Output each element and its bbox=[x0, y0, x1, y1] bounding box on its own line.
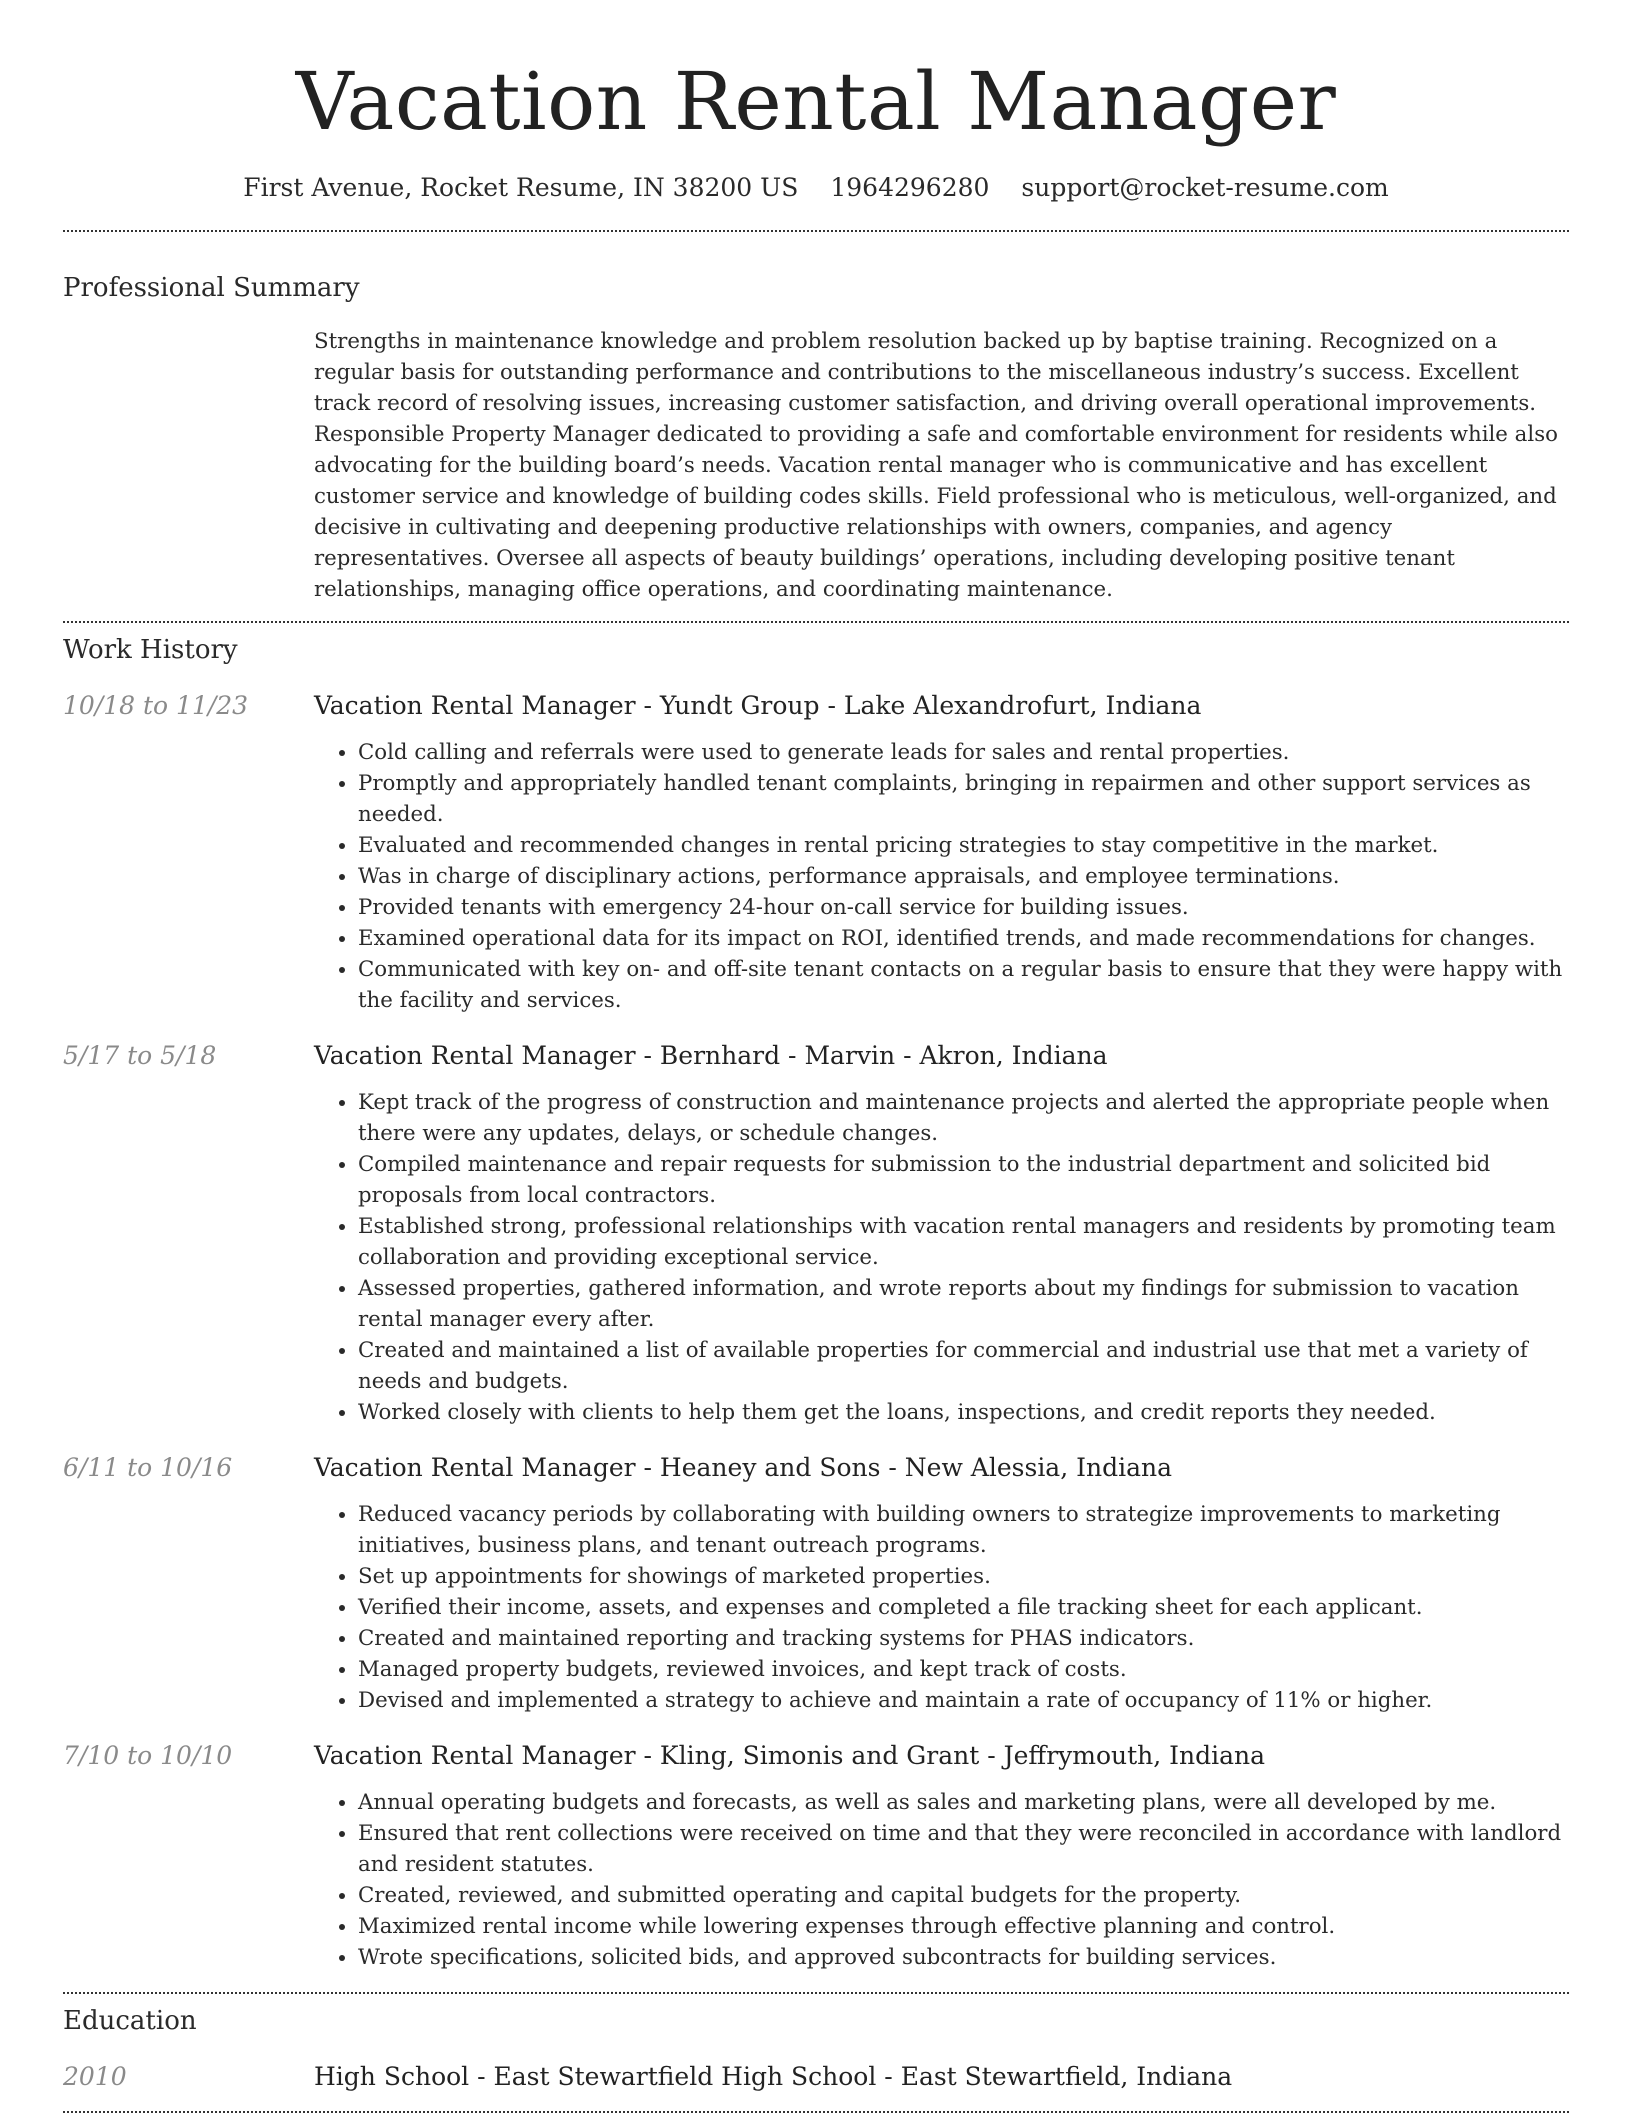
job-bullet: • Compiled maintenance and repair requests for submission to the industrial department and solicited bid proposals from local contractors. bbox=[358, 1149, 1569, 1211]
job-dates: 7/10 to 10/10 bbox=[63, 1741, 233, 1770]
job-bullet: • Created and maintained reporting and tracking systems for PHAS indicators. bbox=[358, 1623, 1569, 1654]
education-details bbox=[314, 2061, 1569, 2093]
job-bullet: • Communicated with key on- and off-site tenant contacts on a regular basis to ensure that they were happy with the facility and services. bbox=[358, 954, 1569, 1016]
job-bullet: • Evaluated and recommended changes in rental pricing strategies to stay competitive in the market. bbox=[358, 830, 1569, 861]
job-entry bbox=[63, 1740, 1569, 1973]
job-heading: Vacation Rental Manager - Bernhard - Marvin - Akron, Indiana bbox=[314, 1041, 1108, 1070]
resume-name: Vacation Rental Manager bbox=[295, 55, 1337, 148]
job-entry bbox=[63, 1040, 1569, 1428]
contact-email: support@rocket-resume.com bbox=[1021, 173, 1389, 202]
job-entry bbox=[63, 690, 1569, 1016]
job-heading: Vacation Rental Manager - Kling, Simonis and Grant - Jeffrymouth, Indiana bbox=[314, 1741, 1266, 1770]
section-divider bbox=[63, 621, 1569, 623]
job-bullet: • Managed property budgets, reviewed invoices, and kept track of costs. bbox=[358, 1654, 1569, 1685]
job-bullet: • Created, reviewed, and submitted operating and capital budgets for the property. bbox=[358, 1880, 1569, 1911]
job-bullets bbox=[314, 1087, 1569, 1428]
job-bullet: • Promptly and appropriately handled tenant complaints, bringing in repairmen and other support services as needed. bbox=[358, 768, 1569, 830]
section-divider bbox=[63, 1992, 1569, 1994]
work-section-title: Work History bbox=[63, 635, 238, 665]
job-bullets bbox=[314, 1499, 1569, 1716]
education-heading: High School - East Stewartfield High School - East Stewartfield, Indiana bbox=[314, 2062, 1233, 2091]
job-bullet: • Annual operating budgets and forecasts, as well as sales and marketing plans, were all developed by me. bbox=[358, 1787, 1569, 1818]
job-bullet: • Worked closely with clients to help them get the loans, inspections, and credit reports they needed. bbox=[358, 1397, 1569, 1428]
job-details bbox=[314, 690, 1569, 1016]
job-dates: 6/11 to 10/16 bbox=[63, 1453, 233, 1482]
job-details bbox=[314, 1740, 1569, 1973]
job-bullet: • Established strong, professional relationships with vacation rental managers and residents by promoting team collaboration and providing exceptional service. bbox=[358, 1211, 1569, 1273]
job-bullet: • Devised and implemented a strategy to achieve and maintain a rate of occupancy of 11% or higher. bbox=[358, 1685, 1569, 1716]
resume-page bbox=[63, 0, 1569, 2113]
contact-phone: 1964296280 bbox=[830, 173, 990, 202]
job-bullet: • Reduced vacancy periods by collaborating with building owners to strategize improvements to marketing initiatives, business plans, and tenant outreach programs. bbox=[358, 1499, 1569, 1561]
contact-address: First Avenue, Rocket Resume, IN 38200 US bbox=[243, 173, 799, 202]
summary-text: Strengths in maintenance knowledge and problem resolution backed up by baptise training. Recognized on a regular basis for outstanding performance and contributions to the miscellaneous industry’s success. Excellent track record of resolving issues, increasing customer satisfaction, and driving overall operational improvements. Responsible Property Manager dedicated to providing a safe and comfortable environment for residents while also advocating for the building board’s needs. Vacation rental manager who is communicative and has excellent customer service and knowledge of building codes skills. Field professional who is meticulous, well-organized, and decisive in cultivating and deepening productive relationships with owners, companies, and agency representatives. Oversee all aspects of beauty buildings’ operations, including developing positive tenant relationships, managing office operations, and coordinating maintenance. bbox=[314, 329, 1558, 602]
job-entry bbox=[63, 1452, 1569, 1716]
job-bullets bbox=[314, 737, 1569, 1016]
job-bullets bbox=[314, 1787, 1569, 1973]
job-bullet: • Kept track of the progress of construction and maintenance projects and alerted the appropriate people when there were any updates, delays, or schedule changes. bbox=[358, 1087, 1569, 1149]
job-bullet: • Assessed properties, gathered information, and wrote reports about my findings for submission to vacation rental manager every after. bbox=[358, 1273, 1569, 1335]
contact-line bbox=[63, 172, 1569, 204]
job-dates: 10/18 to 11/23 bbox=[63, 691, 249, 720]
job-bullet: • Examined operational data for its impact on ROI, identified trends, and made recommendations for changes. bbox=[358, 923, 1569, 954]
job-bullet: • Set up appointments for showings of marketed properties. bbox=[358, 1561, 1569, 1592]
job-bullet: • Ensured that rent collections were received on time and that they were reconciled in accordance with landlord and resident statutes. bbox=[358, 1818, 1569, 1880]
job-heading: Vacation Rental Manager - Heaney and Sons - New Alessia, Indiana bbox=[314, 1453, 1172, 1482]
summary-section-title: Professional Summary bbox=[63, 273, 360, 303]
job-bullet: • Cold calling and referrals were used to generate leads for sales and rental properties. bbox=[358, 737, 1569, 768]
job-bullet: • Maximized rental income while lowering expenses through effective planning and control. bbox=[358, 1911, 1569, 1942]
education-entry bbox=[63, 2061, 1569, 2093]
section-divider bbox=[63, 230, 1569, 232]
job-dates: 5/17 to 5/18 bbox=[63, 1041, 217, 1070]
job-bullet: • Was in charge of disciplinary actions, performance appraisals, and employee terminations. bbox=[358, 861, 1569, 892]
job-bullet: • Created and maintained a list of available properties for commercial and industrial use that met a variety of needs and budgets. bbox=[358, 1335, 1569, 1397]
job-bullet: • Provided tenants with emergency 24-hour on-call service for building issues. bbox=[358, 892, 1569, 923]
job-heading: Vacation Rental Manager - Yundt Group - Lake Alexandrofurt, Indiana bbox=[314, 691, 1202, 720]
job-bullet: • Wrote specifications, solicited bids, and approved subcontracts for building services. bbox=[358, 1942, 1569, 1973]
job-details bbox=[314, 1040, 1569, 1428]
job-bullet: • Verified their income, assets, and expenses and completed a file tracking sheet for each applicant. bbox=[358, 1592, 1569, 1623]
education-year: 2010 bbox=[63, 2062, 127, 2091]
job-details bbox=[314, 1452, 1569, 1716]
education-section-title: Education bbox=[63, 2006, 197, 2036]
